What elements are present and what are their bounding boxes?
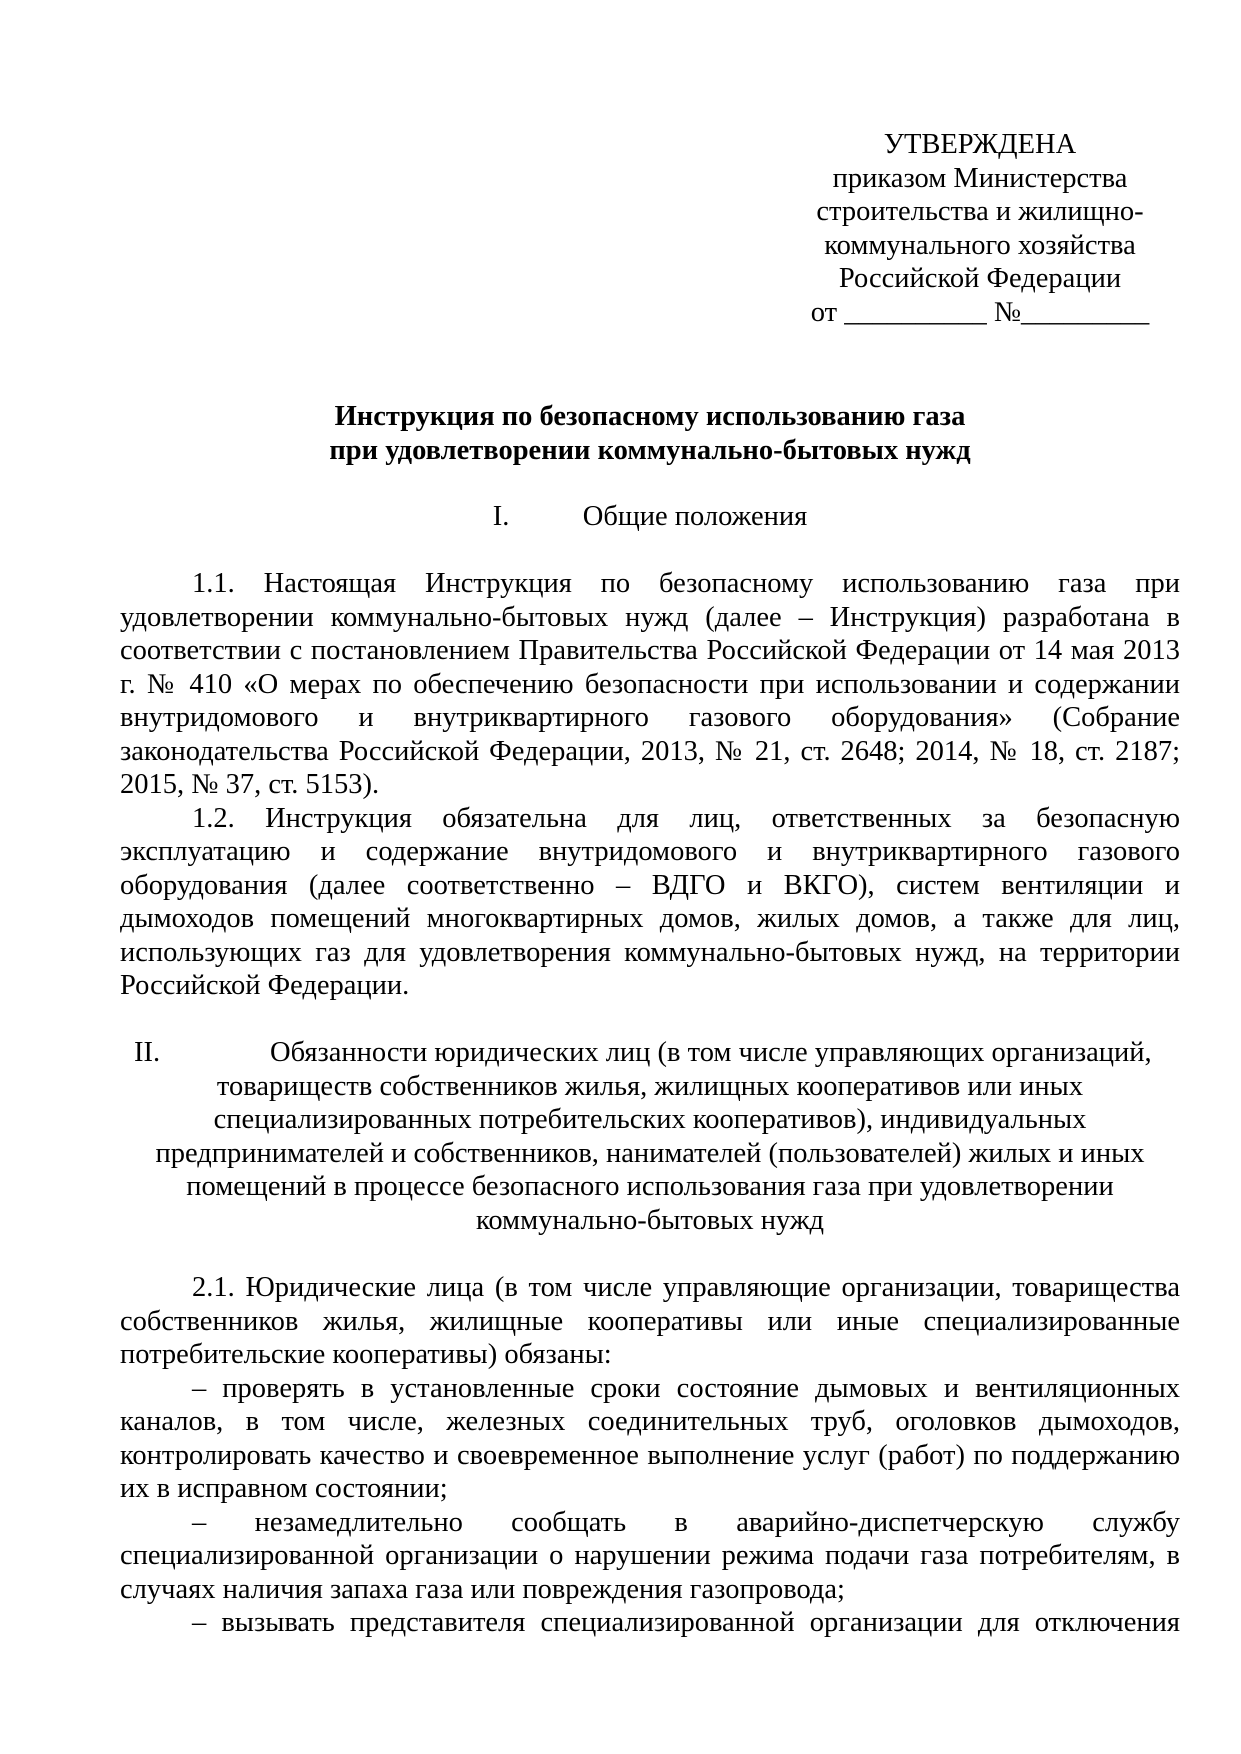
heading-line: коммунально-бытовых нужд [475,1204,825,1236]
approval-line: приказом Министерства [832,162,1128,194]
paragraph-1-2: 1.2. Инструкция обязательна для лиц, ответственных за безопасную эксплуатацию и содержание внутридомового и внутриквартирного газового оборудования (далее соответственно – ВДГО и ВКГО), систем вентиляции и дымоходов помещений многоквартирных домов, жилых домов, а также для лиц, использующих газ для удовлетворения коммунально-бытовых нужд, на территории Российской Федерации. [120,802,1180,1001]
heading-line: помещений в процессе безопасного использования газа при удовлетворении [186,1171,1114,1202]
approval-line: строительства и жилищно- [816,196,1144,227]
approval-line: Российской Федерации [838,263,1122,294]
section-title: Общие положения [582,501,808,532]
heading-line: Обязанности юридических лиц (в том числе управляющих организаций, [270,1037,1152,1068]
section-2-body [120,1271,1180,1640]
heading-line: специализированных потребительских кооперативов), индивидуальных [213,1104,1087,1135]
section-number: II. [134,1037,161,1068]
approval-date-number: от __________ №_________ [810,296,1150,328]
paragraph-2-1: 2.1. Юридические лица (в том числе управляющие организации, товарищества собственников жилья, жилищные кооперативы или иные специализированные потребительские кооперативы) обязаны: [120,1272,1180,1370]
title-line: Инструкция по безопасному использованию газа [334,401,966,432]
heading-line: товариществ собственников жилья, жилищных кооперативов или иных [216,1070,1084,1102]
section-2-heading [120,1036,1180,1237]
list-item: – проверять в установленные сроки состояние дымовых и вентиляционных каналов, в том числе, железных соединительных труб, оголовков дымоходов, контролировать качество и своевременное выполнение услуг (работ) по поддержанию их в исправном состоянии; [120,1372,1180,1504]
approval-line: УТВЕРЖДЕНА [883,129,1077,160]
section-1-heading [120,500,1180,534]
list-item: – незамедлительно сообщать в аварийно-диспетчерскую службу специализированной организации о нарушении режима подачи газа потребителям, в случаях наличия запаха газа или повреждения газопровода; [120,1506,1180,1605]
section-1-body [120,567,1180,1003]
heading-line: предпринимателей и собственников, нанимателей (пользователей) жилых и иных [155,1137,1145,1169]
title-line: при удовлетворении коммунально-бытовых нужд [329,434,971,466]
paragraph-1-1: 1.1. Настоящая Инструкция по безопасному использованию газа при удовлетворении коммунально-бытовых нужд (далее – Инструкция) разработана в соответствии с постановлением Правительства Российской Федерации от 14 мая 2013 г. № 410 «О мерах по обеспечению безопасности при использовании и содержании внутридомового и внутриквартирного газового оборудования» (Собрание законодательства Российской Федерации, 2013, № 21, ст. 2648; 2014, № 18, ст. 2187; 2015, № 37, ст. 5153). [120,568,1180,800]
approval-block [790,128,1170,329]
list-item: – вызывать представителя специализированной организации для отключения [192,1607,1180,1638]
approval-line: коммунального хозяйства [824,229,1136,261]
section-number: I. [492,501,510,532]
document-title [120,400,1180,467]
